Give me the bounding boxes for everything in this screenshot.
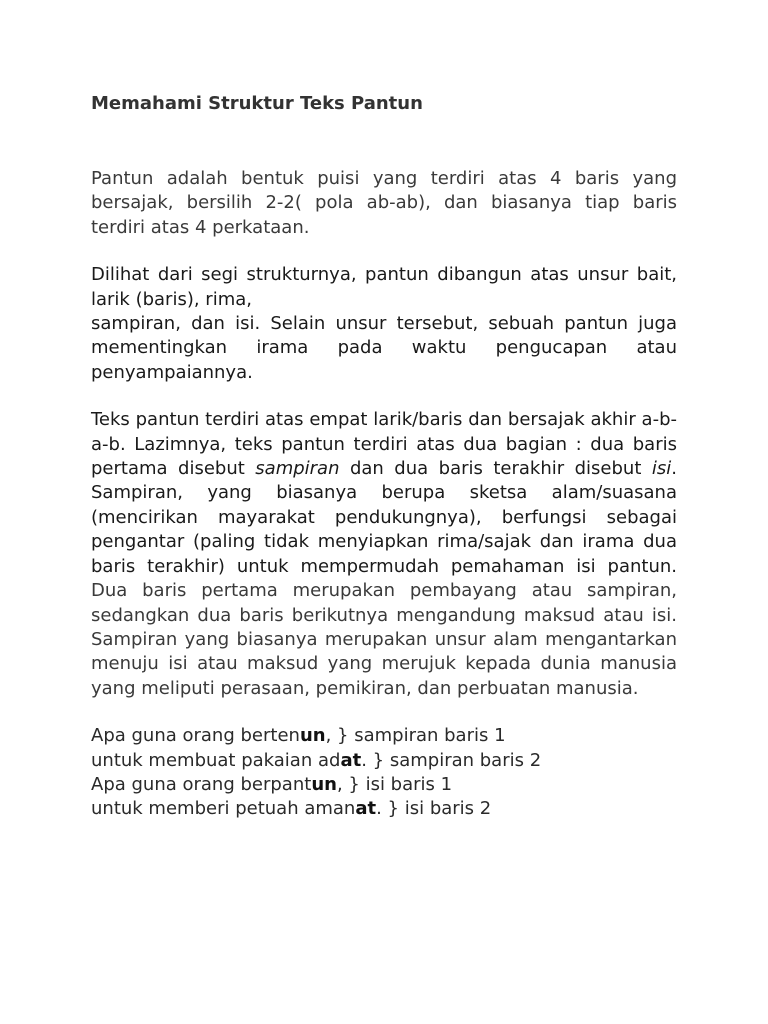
verse-line: Apa guna orang berpantun, } isi baris 1: [91, 773, 453, 795]
term-isi: isi: [651, 458, 672, 480]
paragraph-structure-line1: Dilihat dari segi strukturnya, pantun dibangun atas unsur bait, larik (baris), rima,: [91, 264, 677, 310]
paragraph-structure-line2: sampiran, dan isi. Selain unsur tersebut, sebuah pantun juga mementingkan irama pada waktu pengucapan atau penyampaiannya.: [91, 313, 677, 383]
paragraph-structure: [91, 263, 677, 385]
term-sampiran: sampiran: [255, 458, 340, 480]
document-page: [91, 92, 677, 822]
paragraph-parts-c: . Sampiran, yang biasanya berupa sketsa alam/suasana (mencirikan mayarakat pendukungnya), berfungsi sebagai pengantar (paling tidak menyiapkan rima/sajak dan irama dua baris terakhir) untuk mempermudah pemahaman isi pantun.: [91, 458, 677, 577]
verse-line: Apa guna orang bertenun, } sampiran baris 1: [91, 725, 506, 747]
paragraph-parts-a: Teks pantun terdiri atas empat larik/baris dan bersajak akhir a-b-a-b. Lazimnya, teks pantun terdiri atas dua bagian : dua baris pertama disebut: [91, 409, 677, 480]
verse-line: untuk membuat pakaian adat. } sampiran baris 2: [91, 749, 542, 771]
paragraph-definition: Pantun adalah bentuk puisi yang terdiri atas 4 baris yang bersajak, bersilih 2-2( pola ab-ab), dan biasanya tiap baris terdiri atas 4 perkataan.: [91, 168, 677, 238]
paragraph-parts-d: Dua baris pertama merupakan pembayang atau sampiran, sedangkan dua baris berikutnya mengandung maksud atau isi. Sampiran yang biasanya merupakan unsur alam mengantarkan menuju isi atau maksud yang merujuk kepada dunia manusia yang meliputi perasaan, pemikiran, dan perbuatan manusia.: [91, 580, 677, 699]
paragraph-parts: [91, 408, 677, 701]
pantun-example: [91, 724, 677, 822]
paragraph-parts-b: dan dua baris terakhir disebut: [339, 458, 652, 480]
verse-line: untuk memberi petuah amanat. } isi baris 2: [91, 798, 492, 820]
document-title: Memahami Struktur Teks Pantun: [91, 93, 423, 114]
